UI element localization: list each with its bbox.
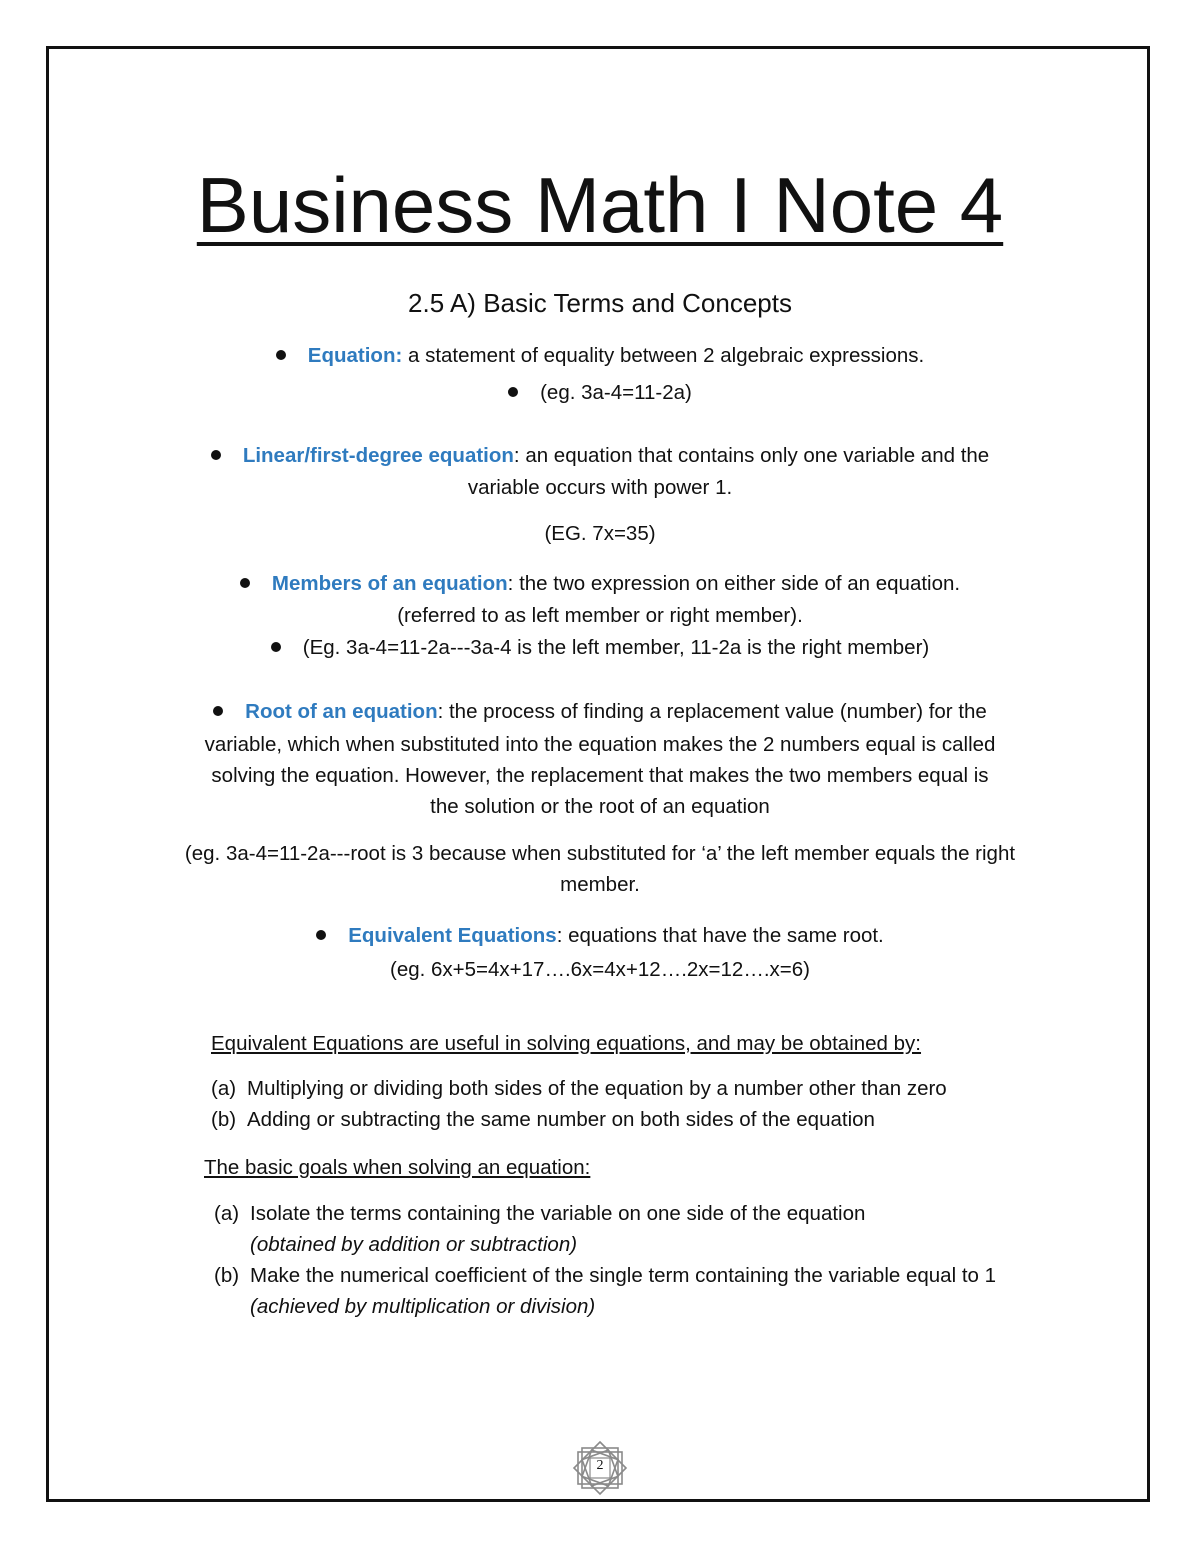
equation-example-text: (eg. 3a-4=11-2a) [540, 381, 692, 404]
section-heading: 2.5 A) Basic Terms and Concepts [408, 288, 792, 318]
equation-definition-text: a statement of equality between 2 algebraic expressions. [402, 344, 925, 367]
root-definition-line4: the solution or the root of an equation [430, 795, 770, 818]
members-example [0, 633, 1200, 663]
members-term: Members of an equation [271, 572, 508, 595]
equivalent-example: (eg. 6x+5=4x+17….6x=4x+12….2x=12….x=6) [390, 958, 810, 981]
linear-definition-text: : an equation that contains only one variable and the [513, 444, 990, 467]
root-definition-text: : the process of finding a replacement value (number) for the [437, 700, 987, 723]
root-definition-line2: variable, which when substituted into the equation makes the 2 numbers equal is called [204, 733, 996, 756]
linear-term: Linear/first-degree equation [242, 444, 514, 467]
equivalent-uses-heading: Equivalent Equations are useful in solving equations, and may be obtained by: [211, 1032, 922, 1055]
list-item-text: Isolate the terms containing the variable on one side of the equation [250, 1202, 866, 1225]
list-label: (b) [214, 1264, 240, 1287]
equation-term: Equation: [307, 344, 403, 367]
list-item-text: Multiplying or dividing both sides of the equation by a number other than zero [247, 1077, 947, 1100]
bullet-dot-icon [211, 450, 221, 460]
members-definition-line2: (referred to as left member or right member). [397, 604, 803, 627]
list-item-text: Adding or subtracting the same number on both sides of the equation [247, 1108, 875, 1131]
root-example-line1: (eg. 3a-4=11-2a---root is 3 because when substituted for ‘a’ the left member equals the right [184, 842, 1016, 865]
linear-definition-line2: variable occurs with power 1. [467, 476, 733, 499]
bullet-dot-icon [316, 930, 326, 940]
page-number: 2 [596, 1458, 604, 1473]
goals-item-note: (achieved by multiplication or division) [250, 1295, 596, 1318]
root-example-line2: member. [560, 873, 640, 896]
bullet-dot-icon [213, 706, 223, 716]
equivalent-term: Equivalent Equations [348, 924, 557, 947]
list-label: (a) [214, 1202, 240, 1225]
page-title: Business Math I Note 4 [196, 161, 1004, 249]
equation-example [0, 378, 1200, 408]
root-definition-line3: solving the equation. However, the replacement that makes the two members equal is [211, 764, 989, 787]
members-definition [0, 569, 1200, 599]
equivalent-uses-item [211, 1105, 875, 1135]
bullet-dot-icon [276, 350, 286, 360]
equivalent-definition-text: : equations that have the same root. [556, 924, 884, 947]
list-item-text: Make the numerical coefficient of the single term containing the variable equal to 1 [250, 1264, 997, 1287]
root-definition [0, 697, 1200, 727]
goals-heading: The basic goals when solving an equation: [204, 1156, 591, 1179]
linear-definition [0, 441, 1200, 471]
goals-item [214, 1199, 865, 1229]
root-term: Root of an equation [245, 700, 438, 723]
equation-definition [0, 341, 1200, 371]
members-example-text: (Eg. 3a-4=11-2a---3a-4 is the left member, 11-2a is the right member) [302, 636, 930, 659]
list-label: (b) [211, 1108, 237, 1131]
equivalent-definition [0, 921, 1200, 951]
list-label: (a) [211, 1077, 237, 1100]
bullet-dot-icon [508, 387, 518, 397]
bullet-dot-icon [271, 642, 281, 652]
goals-item-note: (obtained by addition or subtraction) [250, 1233, 578, 1256]
linear-example: (EG. 7x=35) [544, 522, 656, 545]
goals-item [214, 1261, 996, 1291]
bullet-dot-icon [240, 578, 250, 588]
equivalent-uses-item [211, 1074, 947, 1104]
members-definition-text: : the two expression on either side of an equation. [507, 572, 961, 595]
